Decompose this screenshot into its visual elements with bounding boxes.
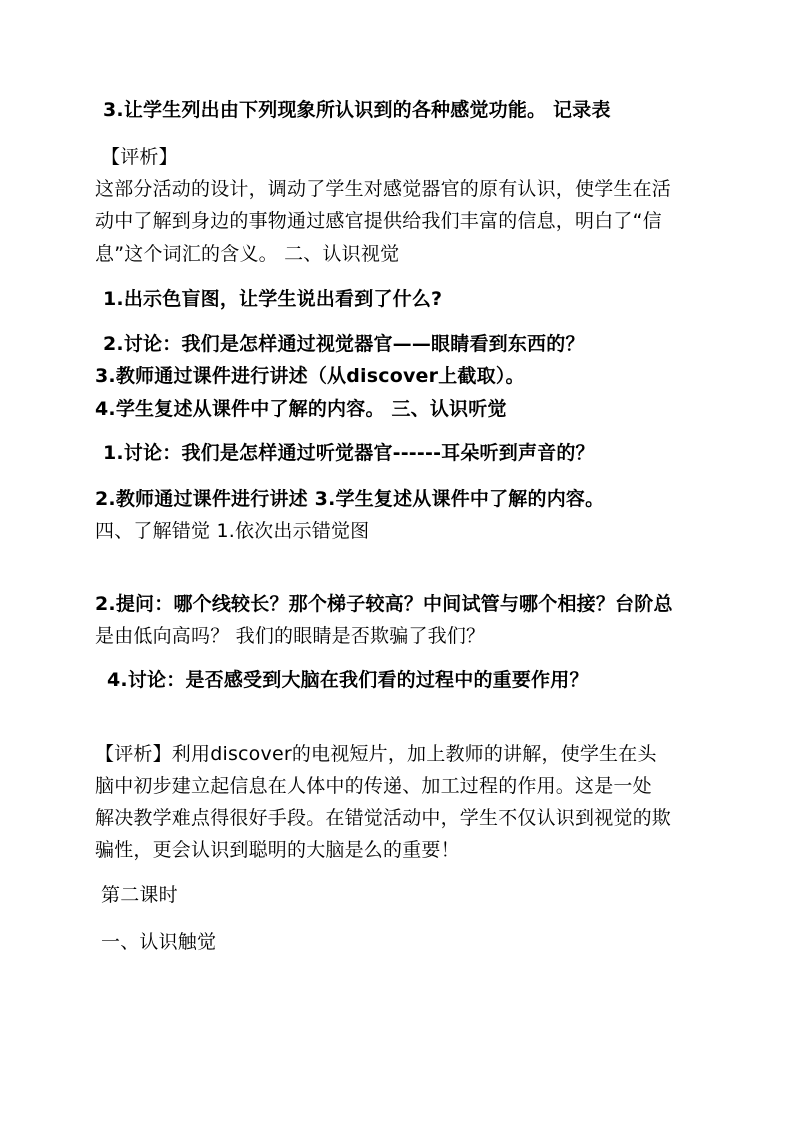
comment-2-line-4: 骗性，更会认识到聪明的大脑是么的重要！ xyxy=(95,839,460,861)
hearing-step-1: 1.讨论：我们是怎样通过听觉器官------耳朵听到声音的？ xyxy=(103,442,595,464)
comment-2-line-1: 【评析】利用discover的电视短片，加上教师的讲解，使学生在头 xyxy=(95,743,657,765)
comment-2-line-2: 脑中初步建立起信息在人体中的传递、加工过程的作用。这是一处 xyxy=(95,775,652,797)
comment-heading-1: 【评析】 xyxy=(101,146,178,168)
vision-step-1: 1.出示色盲图，让学生说出看到了什么? xyxy=(103,288,443,310)
comment-1-line-3: 息”这个词汇的含义。 二、认识视觉 xyxy=(95,243,400,265)
vision-step-4: 4.学生复述从课件中了解的内容。 三、认识听觉 xyxy=(95,398,507,420)
comment-1-line-2: 动中了解到身边的事物通过感官提供给我们丰富的信息，明白了“信 xyxy=(95,210,662,232)
touch-section-heading: 一、认识触觉 xyxy=(101,931,217,953)
comment-2-line-3: 解决教学难点得很好手段。在错觉活动中，学生不仅认识到视觉的欺 xyxy=(95,807,672,829)
vision-step-3: 3.教师通过课件进行讲述（从discover上截取）。 xyxy=(95,365,525,387)
illusion-step-2-line-1: 2.提问：哪个线较长？那个梯子较高？中间试管与哪个相接？台阶总 xyxy=(95,593,673,615)
illusion-step-4: 4.讨论：是否感受到大脑在我们看的过程中的重要作用？ xyxy=(107,669,589,691)
illusion-section-heading: 四、了解错觉 1.依次出示错觉图 xyxy=(95,520,370,542)
second-lesson-heading: 第二课时 xyxy=(101,884,178,906)
comment-1-line-1: 这部分活动的设计，调动了学生对感觉器官的原有认识，使学生在活 xyxy=(95,178,672,200)
vision-step-2: 2.讨论：我们是怎样通过视觉器官——眼睛看到东西的？ xyxy=(103,333,585,355)
step-3-sense-functions: 3.让学生列出由下列现象所认识到的各种感觉功能。 记录表 xyxy=(103,99,611,121)
illusion-step-2-line-2: 是由低向高吗？ 我们的眼睛是否欺骗了我们？ xyxy=(95,625,486,647)
hearing-step-2-3: 2.教师通过课件进行讲述 3.学生复述从课件中了解的内容。 xyxy=(95,488,605,510)
